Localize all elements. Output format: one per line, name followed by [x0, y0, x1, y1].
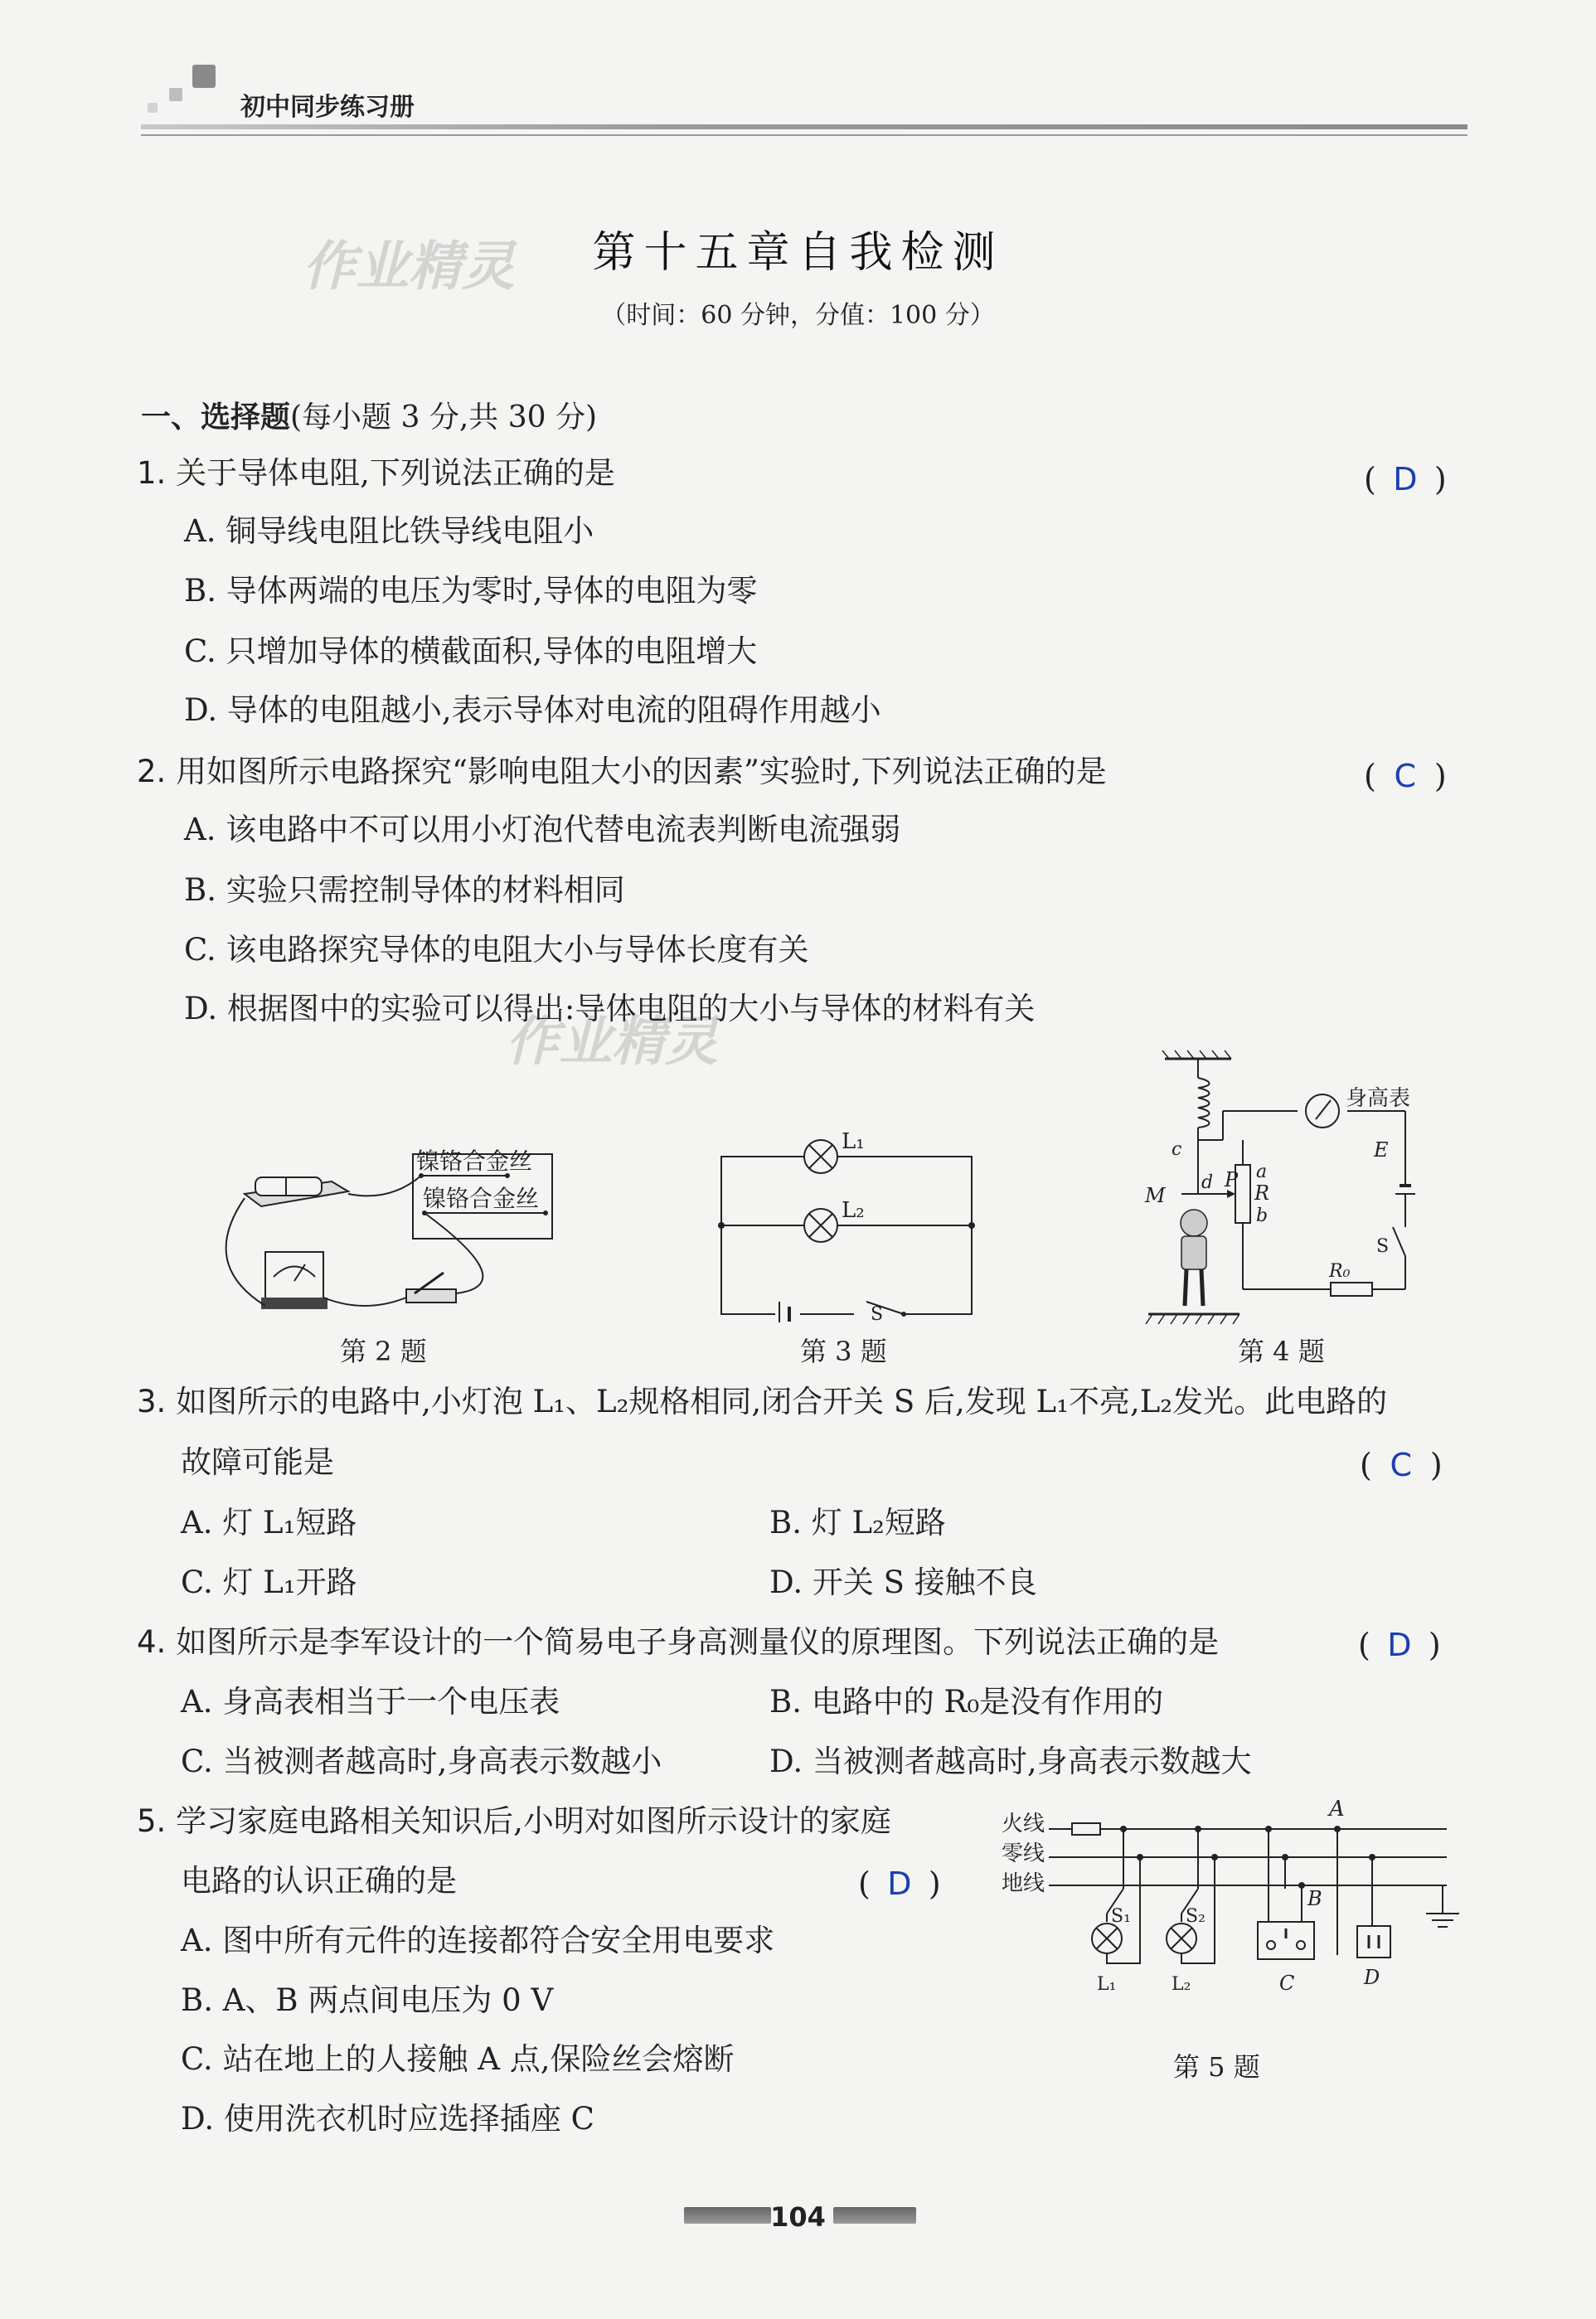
answer-2: ( C ): [1364, 758, 1447, 794]
option: B. A、B 两点间电压为 0 V: [181, 1982, 554, 2018]
page-number: 104: [770, 2201, 826, 2233]
figure-2-caption: 第 2 题: [340, 1336, 427, 1367]
header-decor: [169, 88, 182, 101]
question-number: 4.: [137, 1624, 167, 1660]
question-5-stem: [137, 1803, 891, 1839]
option: C. 站在地上的人接触 A 点,保险丝会熔断: [181, 2041, 735, 2077]
label-m: M: [1145, 1184, 1166, 1207]
answer-value: C: [1394, 758, 1417, 794]
watermark: 作业精灵: [506, 1012, 718, 1073]
option: B. 导体两端的电压为零时,导体的电阻为零: [184, 573, 758, 609]
book-title: 初中同步练习册: [240, 93, 415, 122]
option: A. 该电路中不可以用小灯泡代替电流表判断电流强弱: [184, 812, 901, 847]
option: A. 图中所有元件的连接都符合安全用电要求: [181, 1923, 775, 1958]
label-s: S: [1376, 1236, 1390, 1257]
point-a-label: A: [1329, 1797, 1345, 1822]
label-e: E: [1374, 1138, 1389, 1162]
label-c: c: [1172, 1139, 1182, 1160]
socket-c-label: C: [1279, 1972, 1295, 1995]
question-text: 如图所示是李军设计的一个简易电子身高测量仪的原理图。下列说法正确的是: [176, 1624, 1220, 1660]
question-number: 1.: [137, 455, 167, 491]
answer-3: ( C ): [1360, 1447, 1443, 1483]
section-note: (每小题 3 分,共 30 分): [290, 400, 598, 434]
option: D. 当被测者越高时,身高表示数越大: [769, 1744, 1252, 1779]
option: A. 铜导线电阻比铁导线电阻小: [184, 513, 594, 549]
option: B. 实验只需控制导体的材料相同: [184, 872, 625, 908]
live-wire-label: 火线: [1002, 1812, 1045, 1836]
answer-5: ( D ): [858, 1865, 941, 1902]
lamp-l1-label: L₁: [1097, 1974, 1117, 1995]
answer-value: D: [887, 1865, 912, 1902]
switch-s2-label: S₂: [1186, 1906, 1205, 1927]
answer-4: ( D ): [1358, 1627, 1441, 1663]
question-number: 2.: [137, 754, 167, 789]
section-title: 一、选择题: [141, 400, 291, 434]
question-1-stem: [137, 455, 615, 491]
switch-s1-label: S₁: [1111, 1906, 1131, 1927]
question-3-stem: [137, 1386, 1387, 1417]
figure-2-diagram: [207, 1140, 580, 1318]
neutral-wire-label: 零线: [1002, 1841, 1045, 1866]
label-p: P: [1225, 1168, 1239, 1191]
watermark: 作业精灵: [303, 236, 515, 298]
point-b-label: B: [1307, 1887, 1322, 1910]
header-decor: [148, 103, 158, 113]
section-heading: [141, 394, 597, 436]
figure-5-caption: 第 5 题: [1173, 2051, 1260, 2083]
switch-label: S: [871, 1304, 884, 1322]
label-r: R: [1254, 1181, 1270, 1205]
option: C. 只增加导体的横截面积,导体的电阻增大: [184, 633, 758, 669]
figure-3-diagram: [713, 1128, 978, 1322]
header-rule: [141, 134, 1467, 136]
label-r0: R₀: [1329, 1261, 1351, 1282]
chapter-subtitle: （时间：60 分钟，分值：100 分）: [601, 301, 995, 330]
figure-5-diagram: [999, 1797, 1480, 2034]
option: D. 使用洗衣机时应选择插座 C: [181, 2101, 594, 2137]
socket-d-label: D: [1364, 1966, 1380, 1989]
question-text: 用如图所示电路探究“影响电阻大小的因素”实验时,下列说法正确的是: [176, 754, 1107, 789]
option: B. 灯 L₂短路: [769, 1505, 946, 1540]
answer-value: D: [1393, 461, 1418, 497]
meter-label: 身高表: [1346, 1086, 1411, 1111]
option: D. 根据图中的实验可以得出:导体电阻的大小与导体的材料有关: [184, 991, 1036, 1026]
ground-wire-label: 地线: [1002, 1871, 1045, 1896]
option: D. 开关 S 接触不良: [769, 1565, 1037, 1600]
label-b: b: [1256, 1206, 1269, 1226]
figure-4-diagram: [1132, 1049, 1455, 1327]
lamp-l1-label: L₁: [842, 1129, 865, 1154]
question-number: 3.: [137, 1384, 167, 1419]
question-number: 5.: [137, 1803, 167, 1839]
label-a: a: [1256, 1162, 1268, 1182]
option: C. 灯 L₁开路: [181, 1565, 357, 1600]
option: B. 电路中的 R₀是没有作用的: [769, 1684, 1164, 1720]
lamp-l2-label: L₂: [842, 1198, 865, 1223]
header-rule: [141, 124, 1467, 129]
wire-label: 镍铬合金丝: [423, 1185, 540, 1212]
answer-value: C: [1390, 1447, 1413, 1483]
question-5-stem-cont: 电路的认识正确的是: [181, 1863, 457, 1899]
option: A. 灯 L₁短路: [181, 1505, 357, 1540]
wire-label: 镍铬合金丝: [416, 1147, 533, 1175]
answer-1: ( D ): [1364, 461, 1447, 497]
question-text: 如图所示的电路中,小灯泡 L₁、L₂规格相同,闭合开关 S 后,发现 L₁不亮,L₂发光。此电路的: [176, 1384, 1388, 1419]
option: C. 当被测者越高时,身高表示数越小: [181, 1744, 662, 1779]
option: D. 导体的电阻越小,表示导体对电流的阻碍作用越小: [184, 692, 881, 728]
header-decor: [192, 65, 216, 88]
figure-3-caption: 第 3 题: [800, 1336, 887, 1367]
question-2-stem: [137, 756, 1107, 787]
option: A. 身高表相当于一个电压表: [181, 1684, 560, 1720]
question-3-stem-cont: 故障可能是: [181, 1444, 334, 1480]
figure-4-caption: 第 4 题: [1238, 1336, 1325, 1367]
lamp-l2-label: L₂: [1172, 1974, 1191, 1995]
option: C. 该电路探究导体的电阻大小与导体长度有关: [184, 932, 809, 968]
answer-value: D: [1387, 1627, 1412, 1663]
label-d: d: [1201, 1172, 1214, 1193]
question-4-stem: [137, 1624, 1220, 1660]
question-text: 关于导体电阻,下列说法正确的是: [176, 455, 615, 491]
question-text: 学习家庭电路相关知识后,小明对如图所示设计的家庭: [176, 1803, 891, 1839]
chapter-title: 第十五章自我检测: [592, 228, 1004, 278]
